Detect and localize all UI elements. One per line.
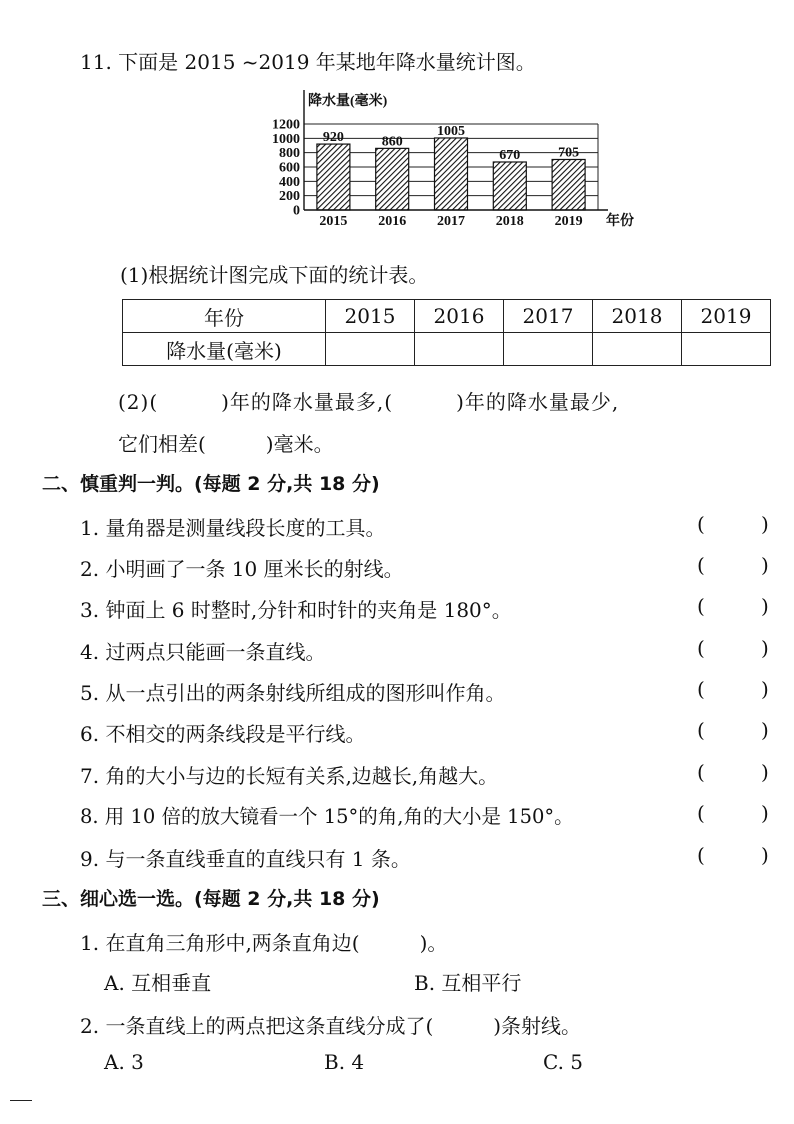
- data-label: 920: [322, 130, 344, 146]
- bar: [435, 138, 468, 210]
- section-3-title: 三、细心选一选。(每题 2 分,共 18 分): [42, 888, 380, 910]
- y-tick-label: 1200: [272, 117, 300, 133]
- judge-item-6: 6. 不相交的两条线段是平行线。: [80, 722, 366, 746]
- table-header-cell: 2016: [415, 300, 504, 333]
- x-tick-label: 2017: [437, 214, 465, 229]
- y-tick-label: 400: [279, 174, 300, 190]
- judge-item-5: 5. 从一点引出的两条射线所组成的图形叫作角。: [80, 681, 506, 705]
- data-label: 705: [558, 145, 580, 161]
- x-tick-label: 2015: [319, 214, 348, 229]
- table-header-cell: 2018: [593, 300, 682, 333]
- judge-item-1: 1. 量角器是测量线段长度的工具。: [80, 516, 386, 540]
- x-tick-label: 2016: [378, 214, 407, 229]
- bar: [552, 159, 585, 210]
- option-a[interactable]: A. 3: [104, 1050, 144, 1074]
- y-axis-title: 降水量(毫米): [308, 94, 388, 109]
- x-tick-label: 2019: [554, 214, 583, 229]
- option-c[interactable]: C. 5: [543, 1050, 584, 1074]
- bar: [493, 162, 526, 210]
- table-header-cell: 2017: [504, 300, 593, 333]
- judge-item-8: 8. 用 10 倍的放大镜看一个 15°的角,角的大小是 150°。: [80, 805, 574, 828]
- table-header-cell: 2015: [326, 300, 415, 333]
- statistics-table: [122, 299, 771, 366]
- option-b[interactable]: B. 互相平行: [414, 971, 522, 995]
- data-label: 860: [381, 134, 403, 150]
- part-1-instruction: (1)根据统计图完成下面的统计表。: [120, 263, 429, 287]
- table-blank-cell[interactable]: [326, 333, 415, 366]
- table-blank-cell[interactable]: [504, 333, 593, 366]
- judge-item-2: 2. 小明画了一条 10 厘米长的射线。: [80, 557, 404, 581]
- judge-item-4: 4. 过两点只能画一条直线。: [80, 640, 326, 664]
- question-11-title: 11. 下面是 2015 ~2019 年某地年降水量统计图。: [80, 50, 536, 74]
- table-header-row: [123, 300, 771, 333]
- table-header-cell: 2019: [682, 300, 771, 333]
- table-blank-cell[interactable]: [682, 333, 771, 366]
- bar: [376, 148, 409, 210]
- part-2-line-2: 它们相差( )毫米。: [118, 432, 334, 456]
- table-header-cell: 年份: [123, 300, 326, 333]
- table-blank-cell[interactable]: [593, 333, 682, 366]
- bar: [317, 144, 350, 210]
- x-axis-title: 年份: [606, 214, 634, 229]
- choice-question-1: 1. 在直角三角形中,两条直角边( )。: [80, 931, 448, 955]
- y-tick-label: 1000: [272, 131, 300, 147]
- option-a[interactable]: A. 互相垂直: [104, 971, 212, 995]
- data-label: 1005: [437, 123, 465, 139]
- y-tick-label: 600: [279, 160, 300, 176]
- y-tick-label: 200: [279, 189, 300, 205]
- y-tick-label: 800: [279, 146, 300, 162]
- table-blank-cell[interactable]: [415, 333, 504, 366]
- judge-item-7: 7. 角的大小与边的长短有关系,边越长,角越大。: [80, 764, 499, 788]
- table-row: [123, 333, 771, 366]
- part-2-line-1: (2)( )年的降水量最多,( )年的降水量最少,: [118, 390, 620, 414]
- page-corner-mark: [10, 1100, 32, 1101]
- option-b[interactable]: B. 4: [324, 1050, 365, 1074]
- data-label: 670: [499, 147, 521, 163]
- x-tick-label: 2018: [495, 214, 524, 229]
- rainfall-bar-chart: [270, 86, 650, 231]
- judge-item-9: 9. 与一条直线垂直的直线只有 1 条。: [80, 847, 411, 871]
- judge-item-3: 3. 钟面上 6 时整时,分针和时针的夹角是 180°。: [80, 598, 512, 622]
- section-2-title: 二、慎重判一判。(每题 2 分,共 18 分): [42, 473, 380, 495]
- y-tick-label: 0: [293, 203, 300, 219]
- choice-question-2: 2. 一条直线上的两点把这条直线分成了( )条射线。: [80, 1014, 582, 1038]
- table-row-label: 降水量(毫米): [123, 333, 326, 366]
